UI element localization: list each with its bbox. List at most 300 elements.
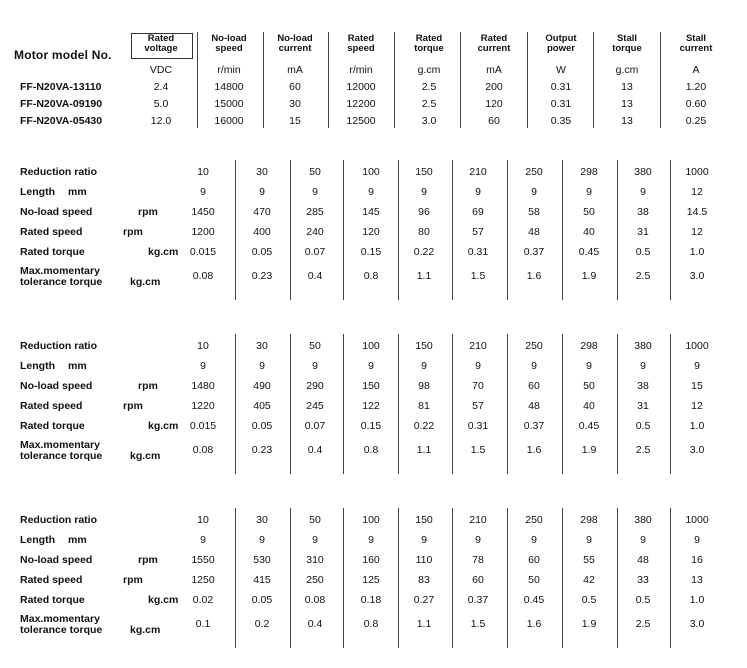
gear-value: 285 [306,206,324,218]
gear-row-label-text: Length [20,186,55,198]
gear-value: 9 [259,534,265,546]
gear-row-label-text: Max.momentary tolerance torque [20,265,103,288]
gear-value: 83 [418,574,430,586]
gear-row-label-text: Length [20,534,55,546]
gear-value: 1.1 [416,444,432,456]
gear-value: 30 [256,340,268,352]
gear-value: 0.05 [251,594,273,606]
gear-value: 9 [312,186,318,198]
gear-value: 1.0 [689,246,705,258]
gear-value: 57 [472,400,484,412]
spec-column-unit: g.cm [615,64,639,76]
gear-value: 48 [528,226,540,238]
gear-value: 150 [415,166,433,178]
gear-value: 1550 [191,554,215,566]
gear-value: 0.07 [304,246,326,258]
spec-value: 0.60 [685,98,707,110]
gear-value: 245 [306,400,324,412]
gear-row-unit: rpm [123,226,143,238]
gear-value: 50 [583,380,595,392]
gear-value: 2.5 [635,618,651,630]
gear-value: 250 [525,166,543,178]
spec-value: 30 [289,98,301,110]
gear-value: 0.15 [360,420,382,432]
gear-value: 1.0 [689,594,705,606]
spec-column-header: Rated speed [347,33,375,54]
gear-row-label [20,166,97,178]
gear-value: 9 [368,360,374,372]
gear-value: 0.08 [192,444,214,456]
gear-value: 50 [309,166,321,178]
gear-value: 12 [691,186,703,198]
gear-value: 16 [691,554,703,566]
gear-value: 57 [472,226,484,238]
spec-value: 15 [289,115,301,127]
gear-value: 9 [475,534,481,546]
gear-row-label [20,246,179,258]
gear-row-label [20,186,87,198]
gear-value: 380 [634,514,652,526]
gear-value: 1.5 [470,444,486,456]
gear-value: 0.5 [635,594,651,606]
spec-column-divider [527,32,528,128]
gear-value: 145 [362,206,380,218]
spec-column-unit: A [692,64,700,76]
spec-value: 12000 [346,81,376,93]
spec-column-unit: g.cm [417,64,441,76]
gear-value: 415 [253,574,271,586]
gear-column-divider [507,508,508,648]
spec-value: 200 [485,81,503,93]
gear-column-divider [235,334,236,474]
spec-value: 13 [621,115,633,127]
gear-row-unit: rpm [138,380,158,392]
gear-value: 125 [362,574,380,586]
motor-model-name: FF-N20VA-05430 [20,115,103,127]
spec-value: 5.0 [153,98,169,110]
gear-value: 15 [691,380,703,392]
gear-value: 2.5 [635,270,651,282]
spec-value: 1.20 [685,81,707,93]
gear-value: 122 [362,400,380,412]
gear-value: 0.05 [251,246,273,258]
gear-value: 9 [586,360,592,372]
spec-value: 12200 [346,98,376,110]
gear-row-unit: rpm [123,574,143,586]
gear-row-label [20,380,158,392]
gear-value: 42 [583,574,595,586]
gear-row-unit: kg.cm [130,276,161,288]
gear-value: 1480 [191,380,215,392]
gear-value: 30 [256,514,268,526]
gear-value: 9 [368,534,374,546]
gear-value: 0.4 [307,444,323,456]
gear-value: 0.015 [189,420,217,432]
gear-value: 0.4 [307,270,323,282]
gear-value: 1.5 [470,270,486,282]
spec-column-header: Rated torque [414,33,444,54]
gear-value: 9 [421,534,427,546]
gear-row-label-text: Length [20,360,55,372]
spec-value: 0.31 [550,81,572,93]
spec-column-divider [660,32,661,128]
gear-value: 310 [306,554,324,566]
gear-value: 9 [640,360,646,372]
gear-value: 9 [694,360,700,372]
spec-column-header: No-load current [277,33,313,54]
gear-value: 1.5 [470,618,486,630]
spec-column-header: Rated current [477,33,511,54]
gear-value: 1.1 [416,618,432,630]
spec-value: 15000 [214,98,244,110]
gear-row-label [20,613,161,636]
gear-row-unit: kg.cm [148,594,179,606]
gear-row-label-text: Rated speed [20,574,83,586]
gear-value: 40 [583,226,595,238]
gear-value: 33 [637,574,649,586]
gear-value: 58 [528,206,540,218]
gear-value: 120 [362,226,380,238]
spec-column-header: Rated voltage [144,33,178,54]
gear-row-unit: mm [68,360,87,372]
spec-column-unit: mA [287,64,303,76]
gear-row-unit: rpm [123,400,143,412]
gear-value: 13 [691,574,703,586]
gear-value: 9 [259,186,265,198]
gear-value: 78 [472,554,484,566]
spec-value: 16000 [214,115,244,127]
gear-value: 530 [253,554,271,566]
gear-row-label [20,360,87,372]
gear-row-unit: kg.cm [148,420,179,432]
gear-value: 160 [362,554,380,566]
spec-value: 0.35 [550,115,572,127]
gear-value: 9 [640,186,646,198]
gear-row-label-text: No-load speed [20,206,93,218]
gear-value: 100 [362,514,380,526]
gear-table-3 [0,508,747,648]
gear-value: 250 [525,340,543,352]
gear-row-unit: mm [68,186,87,198]
gear-value: 3.0 [689,618,705,630]
gear-value: 9 [421,186,427,198]
gear-value: 0.37 [523,246,545,258]
gear-value: 1.9 [581,444,597,456]
spec-value: 13 [621,81,633,93]
gear-value: 3.0 [689,270,705,282]
gear-value: 38 [637,380,649,392]
gear-value: 0.05 [251,420,273,432]
gear-column-divider [507,160,508,300]
gear-table-2 [0,334,747,474]
gear-value: 380 [634,166,652,178]
spec-column-unit: VDC [149,64,173,76]
gear-value: 0.5 [635,420,651,432]
gear-column-divider [343,334,344,474]
gear-value: 0.45 [578,420,600,432]
gear-value: 0.18 [360,594,382,606]
gear-column-divider [235,160,236,300]
spec-column-unit: r/min [349,64,373,76]
gear-row-label-text: Rated speed [20,226,83,238]
gear-value: 1000 [685,514,709,526]
spec-column-divider [593,32,594,128]
gear-value: 298 [580,340,598,352]
gear-value: 150 [415,340,433,352]
gear-row-label [20,439,161,462]
gear-value: 0.31 [467,246,489,258]
gear-value: 9 [531,360,537,372]
gear-row-label-text: Rated speed [20,400,83,412]
gear-value: 31 [637,400,649,412]
gear-value: 48 [637,554,649,566]
gear-value: 1.1 [416,270,432,282]
gear-row-unit: kg.cm [148,246,179,258]
gear-value: 50 [309,514,321,526]
gear-value: 60 [528,380,540,392]
gear-value: 0.08 [192,270,214,282]
gear-value: 2.5 [635,444,651,456]
gear-row-label-text: No-load speed [20,380,93,392]
gear-row-unit: rpm [138,554,158,566]
gear-value: 9 [312,360,318,372]
gear-column-divider [562,160,563,300]
gear-value: 0.5 [581,594,597,606]
gear-value: 290 [306,380,324,392]
gear-value: 0.02 [192,594,214,606]
gear-value: 40 [583,400,595,412]
gear-row-label [20,265,161,288]
gear-value: 60 [528,554,540,566]
gear-row-label [20,594,179,606]
gear-value: 110 [415,554,433,566]
spec-value: 13 [621,98,633,110]
gear-value: 1.6 [526,618,542,630]
gear-value: 1.0 [689,420,705,432]
spec-value: 12500 [346,115,376,127]
spec-value: 12.0 [150,115,172,127]
gear-value: 31 [637,226,649,238]
gear-row-label-text: Rated torque [20,594,85,606]
gear-column-divider [562,508,563,648]
spec-value: 0.31 [550,98,572,110]
gear-value: 9 [421,360,427,372]
gear-value: 9 [694,534,700,546]
gear-value: 0.22 [413,420,435,432]
gear-value: 9 [200,186,206,198]
gear-value: 98 [418,380,430,392]
gear-value: 12 [691,400,703,412]
gear-row-label [20,420,179,432]
gear-value: 1.9 [581,618,597,630]
gear-value: 81 [418,400,430,412]
gear-row-label-text: Rated torque [20,246,85,258]
spec-column-unit: r/min [217,64,241,76]
gear-value: 60 [472,574,484,586]
gear-row-label-text: No-load speed [20,554,93,566]
gear-value: 1450 [191,206,215,218]
gear-value: 210 [469,166,487,178]
gear-value: 0.1 [195,618,211,630]
gear-value: 0.23 [251,444,273,456]
gear-row-label-text: Rated torque [20,420,85,432]
gear-value: 0.2 [254,618,270,630]
gear-value: 0.8 [363,618,379,630]
gear-row-unit: rpm [138,206,158,218]
gear-value: 0.07 [304,420,326,432]
gear-value: 1250 [191,574,215,586]
gear-value: 38 [637,206,649,218]
gear-value: 10 [197,340,209,352]
gear-value: 0.23 [251,270,273,282]
gear-value: 0.22 [413,246,435,258]
spec-column-unit: mA [486,64,502,76]
gear-value: 96 [418,206,430,218]
gear-value: 1200 [191,226,215,238]
motor-model-name: FF-N20VA-09190 [20,98,103,110]
gear-value: 9 [200,360,206,372]
gear-value: 9 [259,360,265,372]
gear-row-label [20,340,97,352]
gear-value: 9 [368,186,374,198]
gear-value: 0.08 [304,594,326,606]
gear-value: 0.4 [307,618,323,630]
gear-value: 1.6 [526,270,542,282]
gear-value: 55 [583,554,595,566]
gear-value: 250 [525,514,543,526]
gear-value: 9 [312,534,318,546]
gear-value: 9 [586,186,592,198]
motor-spec-table [0,30,747,130]
gear-row-unit: kg.cm [130,450,161,462]
gear-value: 210 [469,514,487,526]
gear-value: 50 [528,574,540,586]
gear-value: 9 [475,360,481,372]
spec-value: 0.25 [685,115,707,127]
spec-value: 2.4 [153,81,169,93]
gear-column-divider [562,334,563,474]
gear-value: 0.37 [467,594,489,606]
spec-value: 3.0 [421,115,437,127]
gear-column-divider [670,334,671,474]
gear-value: 1000 [685,340,709,352]
gear-column-divider [670,160,671,300]
gear-value: 298 [580,166,598,178]
gear-row-label [20,554,158,566]
spec-column-header: Stall current [679,33,713,54]
spec-value: 14800 [214,81,244,93]
spec-column-unit: W [556,64,566,76]
gear-column-divider [507,334,508,474]
gear-value: 400 [253,226,271,238]
gear-value: 240 [306,226,324,238]
gear-row-label [20,226,143,238]
gear-table-1 [0,160,747,300]
spec-column-divider [394,32,395,128]
gear-value: 470 [253,206,271,218]
gear-value: 380 [634,340,652,352]
gear-row-label-text: Reduction ratio [20,340,98,352]
gear-value: 0.27 [413,594,435,606]
gear-value: 0.45 [578,246,600,258]
gear-value: 150 [362,380,380,392]
gear-value: 12 [691,226,703,238]
gear-value: 80 [418,226,430,238]
spec-value: 120 [485,98,503,110]
gear-value: 50 [309,340,321,352]
gear-value: 9 [200,534,206,546]
gear-value: 0.31 [467,420,489,432]
gear-value: 48 [528,400,540,412]
gear-value: 3.0 [689,444,705,456]
spec-value: 60 [488,115,500,127]
gear-value: 0.015 [189,246,217,258]
gear-row-label [20,574,143,586]
gear-value: 0.15 [360,246,382,258]
gear-value: 9 [531,534,537,546]
gear-value: 210 [469,340,487,352]
gear-value: 1.9 [581,270,597,282]
gear-value: 70 [472,380,484,392]
gear-value: 1.6 [526,444,542,456]
gear-row-label [20,400,143,412]
gear-value: 14.5 [686,206,708,218]
gear-value: 100 [362,340,380,352]
spec-column-header: Stall torque [612,33,642,54]
gear-value: 405 [253,400,271,412]
gear-value: 69 [472,206,484,218]
gear-value: 9 [640,534,646,546]
gear-value: 9 [586,534,592,546]
gear-value: 250 [306,574,324,586]
gear-row-label [20,514,97,526]
gear-value: 1220 [191,400,215,412]
spec-column-header: Output power [545,33,577,54]
gear-row-label-text: Reduction ratio [20,514,98,526]
gear-value: 9 [475,186,481,198]
gear-value: 50 [583,206,595,218]
spec-value: 60 [289,81,301,93]
spec-column-header: No-load speed [211,33,247,54]
gear-row-unit: kg.cm [130,624,161,636]
motor-model-name: FF-N20VA-13110 [20,81,102,93]
gear-value: 0.37 [523,420,545,432]
gear-value: 0.5 [635,246,651,258]
gear-value: 30 [256,166,268,178]
gear-row-label-text: Max.momentary tolerance torque [20,613,103,636]
gear-row-label-text: Reduction ratio [20,166,98,178]
gear-row-label [20,534,87,546]
gear-row-label-text: Max.momentary tolerance torque [20,439,103,462]
motor-model-header: Motor model No. [14,48,112,62]
gear-value: 1000 [685,166,709,178]
gear-value: 150 [415,514,433,526]
gear-value: 10 [197,514,209,526]
gear-value: 0.8 [363,270,379,282]
gear-value: 0.45 [523,594,545,606]
gear-column-divider [343,508,344,648]
gear-row-unit: mm [68,534,87,546]
gear-value: 0.8 [363,444,379,456]
gear-column-divider [343,160,344,300]
gear-value: 100 [362,166,380,178]
gear-value: 10 [197,166,209,178]
spec-value: 2.5 [421,98,437,110]
gear-value: 490 [253,380,271,392]
spec-value: 2.5 [421,81,437,93]
gear-row-label [20,206,158,218]
gear-value: 298 [580,514,598,526]
